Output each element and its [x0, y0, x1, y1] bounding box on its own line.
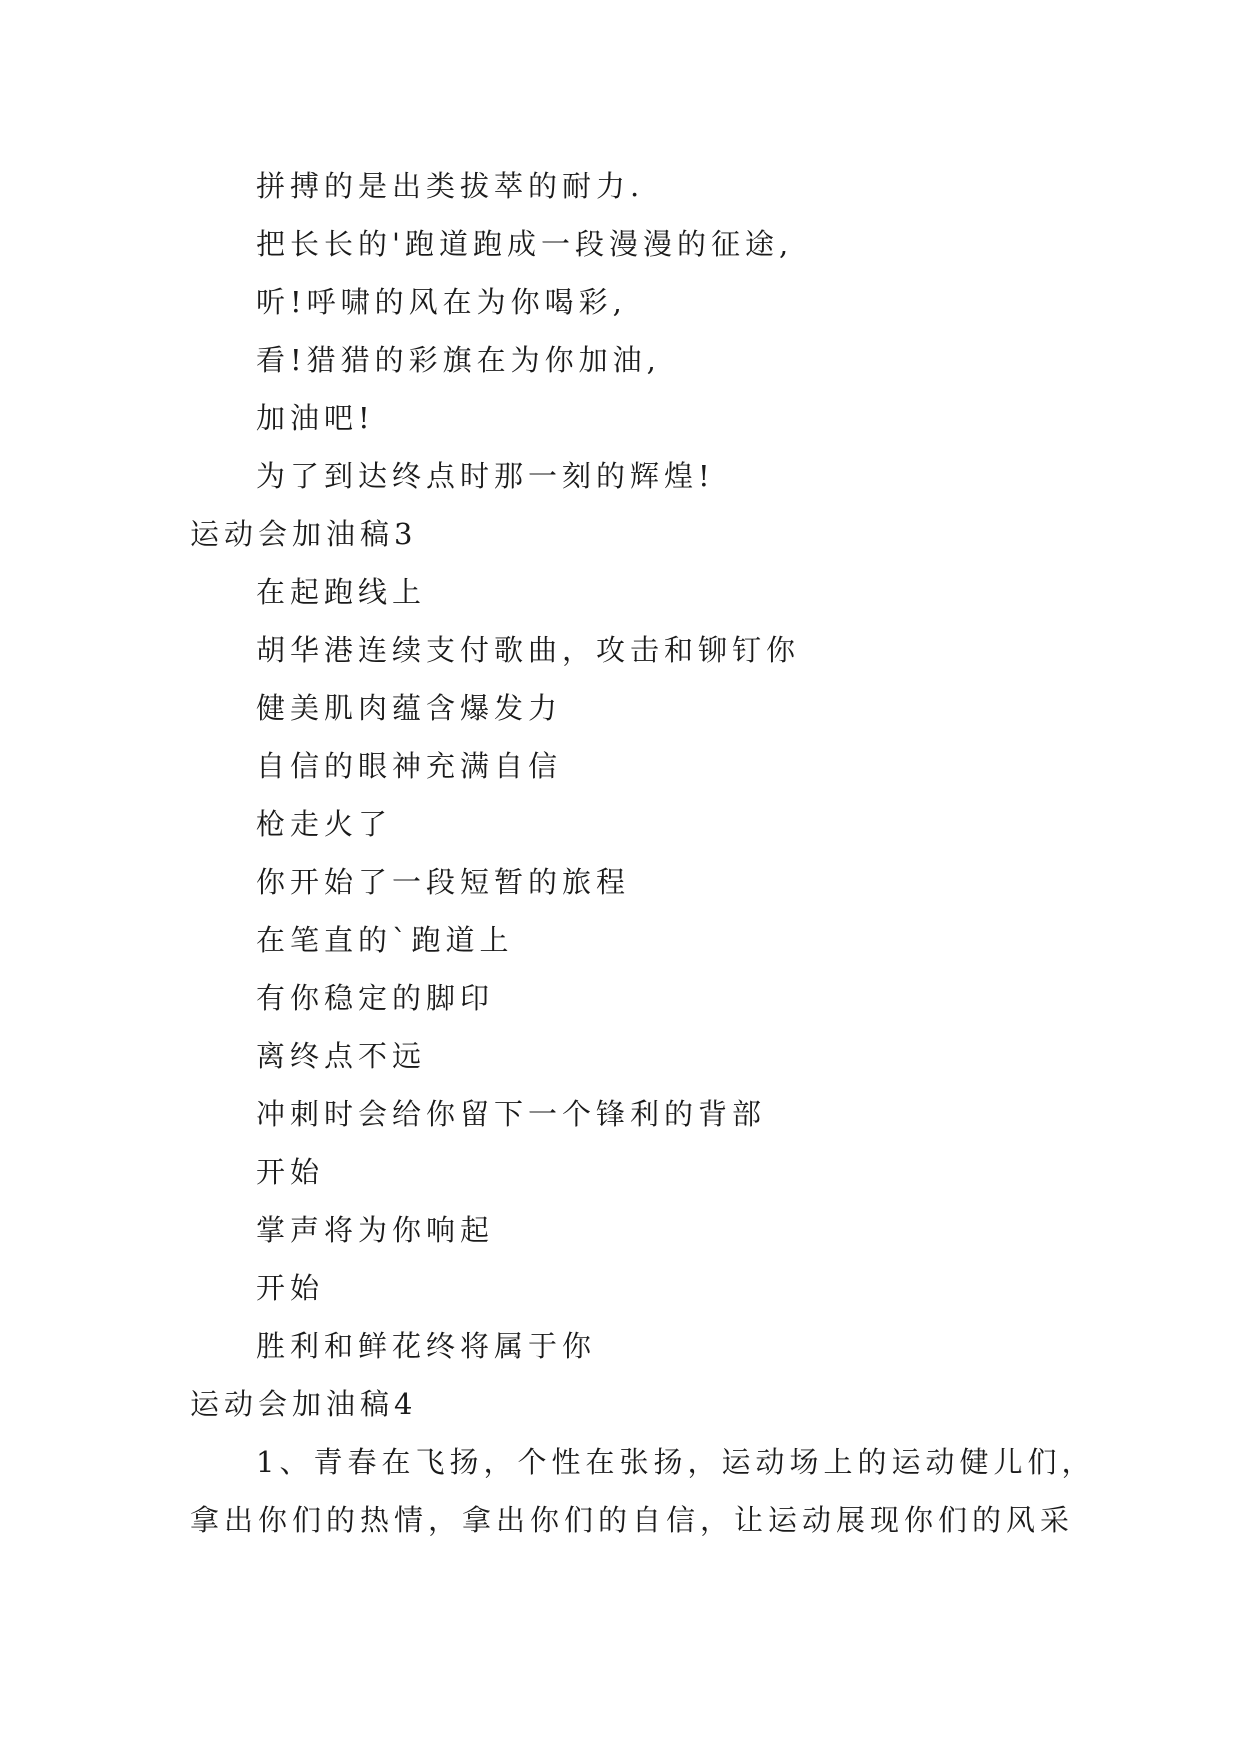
- poem-line: 开始: [256, 1271, 325, 1305]
- poem-line: 健美肌肉蕴含爆发力: [256, 691, 563, 725]
- section-heading-4: 运动会加油稿4: [190, 1387, 418, 1421]
- poem-line: 冲刺时会给你留下一个锋利的背部: [256, 1097, 767, 1131]
- poem-line: 枪走火了: [256, 807, 393, 841]
- poem-line: 看!猎猎的彩旗在为你加油,: [256, 343, 661, 377]
- section-heading-3: 运动会加油稿3: [190, 517, 418, 551]
- paragraph-line: 拿出你们的热情，拿出你们的自信，让运动展现你们的风采: [190, 1503, 1075, 1537]
- poem-line: 掌声将为你响起: [256, 1213, 495, 1247]
- poem-line: 有你稳定的脚印: [256, 981, 495, 1015]
- poem-line: 在笔直的`跑道上: [256, 923, 514, 957]
- poem-line: 拼搏的是出类拔萃的耐力.: [256, 169, 645, 203]
- poem-line: 自信的眼神充满自信: [256, 749, 563, 783]
- poem-line: 加油吧!: [256, 401, 375, 435]
- poem-line: 为了到达终点时那一刻的辉煌!: [256, 459, 715, 493]
- poem-line: 开始: [256, 1155, 325, 1189]
- paragraph-line: 1、青春在飞扬，个性在张扬，运动场上的运动健儿们，: [256, 1445, 1096, 1479]
- poem-line: 把长长的'跑道跑成一段漫漫的征途,: [256, 227, 794, 261]
- poem-line: 胡华港连续支付歌曲，攻击和铆钉你: [256, 633, 801, 667]
- poem-line: 听!呼啸的风在为你喝彩,: [256, 285, 627, 319]
- poem-line: 在起跑线上: [256, 575, 427, 609]
- poem-line: 胜利和鲜花终将属于你: [256, 1329, 597, 1363]
- poem-line: 离终点不远: [256, 1039, 427, 1073]
- poem-line: 你开始了一段短暂的旅程: [256, 865, 631, 899]
